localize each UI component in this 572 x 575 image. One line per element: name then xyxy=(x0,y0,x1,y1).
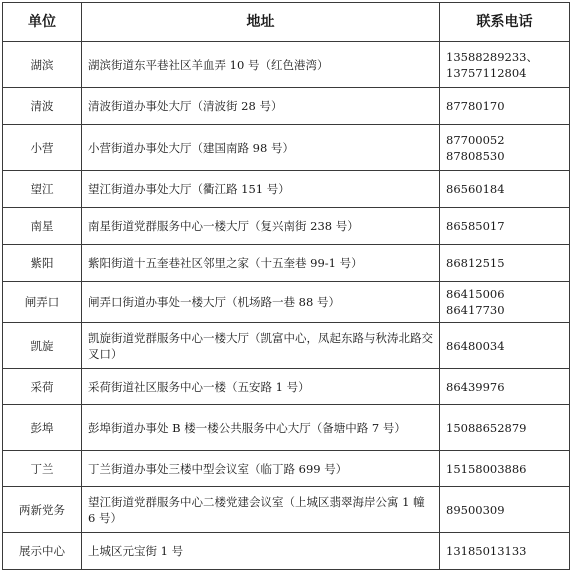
cell-unit: 彭埠 xyxy=(3,405,82,451)
cell-phone xyxy=(440,533,570,570)
cell-phone xyxy=(440,42,570,88)
cell-address: 望江街道党群服务中心二楼党建会议室（上城区翡翠海岸公寓 1 幢 6 号） xyxy=(82,487,440,533)
cell-address: 望江街道办事处大厅（衢江路 151 号） xyxy=(82,171,440,208)
header-phone: 联系电话 xyxy=(440,3,570,42)
cell-unit: 湖滨 xyxy=(3,42,82,88)
cell-unit: 小营 xyxy=(3,125,82,171)
table-row xyxy=(3,487,570,533)
cell-address: 闸弄口街道办事处一楼大厅（机场路一巷 88 号） xyxy=(82,282,440,323)
cell-phone xyxy=(440,282,570,323)
cell-phone xyxy=(440,125,570,171)
table-row xyxy=(3,125,570,171)
cell-unit: 两新党务 xyxy=(3,487,82,533)
cell-phone xyxy=(440,208,570,245)
cell-address: 采荷街道社区服务中心一楼（五安路 1 号） xyxy=(82,369,440,405)
table-row xyxy=(3,282,570,323)
table-row xyxy=(3,451,570,487)
table-row xyxy=(3,323,570,369)
phone-number: 86560184 xyxy=(446,182,505,196)
phone-number: 87700052 xyxy=(446,132,505,147)
cell-phone xyxy=(440,245,570,282)
cell-address: 南星街道党群服务中心一楼大厅（复兴南街 238 号） xyxy=(82,208,440,245)
cell-address: 凯旋街道党群服务中心一楼大厅（凯富中心，凤起东路与秋涛北路交叉口） xyxy=(82,323,440,369)
phone-number: 86812515 xyxy=(446,256,505,270)
phone-number: 13185013133 xyxy=(446,544,527,558)
header-row xyxy=(3,3,570,42)
phone-number: 87808530 xyxy=(446,148,505,163)
cell-unit: 展示中心 xyxy=(3,533,82,570)
cell-unit: 丁兰 xyxy=(3,451,82,487)
cell-phone xyxy=(440,405,570,451)
table-row xyxy=(3,245,570,282)
cell-unit: 清波 xyxy=(3,88,82,125)
phone-number: 86415006 xyxy=(446,287,505,301)
cell-address: 紫阳街道十五奎巷社区邻里之家（十五奎巷 99-1 号） xyxy=(82,245,440,282)
cell-address: 湖滨街道东平巷社区羊血弄 10 号（红色港湾） xyxy=(82,42,440,88)
table-row xyxy=(3,208,570,245)
phone-number: 86480034 xyxy=(446,338,505,353)
cell-phone xyxy=(440,171,570,208)
cell-address: 小营街道办事处大厅（建国南路 98 号） xyxy=(82,125,440,171)
table-row xyxy=(3,42,570,88)
header-address: 地址 xyxy=(82,3,440,42)
cell-address: 丁兰街道办事处三楼中型会议室（临丁路 699 号） xyxy=(82,451,440,487)
phone-number: 13757112804 xyxy=(446,65,527,80)
table-body xyxy=(3,42,570,570)
table-row xyxy=(3,533,570,570)
cell-phone xyxy=(440,369,570,405)
phone-number: 86439976 xyxy=(446,379,505,394)
cell-phone xyxy=(440,451,570,487)
cell-unit: 采荷 xyxy=(3,369,82,405)
table-row xyxy=(3,369,570,405)
table-row xyxy=(3,88,570,125)
table-row xyxy=(3,171,570,208)
header-unit: 单位 xyxy=(3,3,82,42)
cell-unit: 凯旋 xyxy=(3,323,82,369)
cell-address: 彭埠街道办事处 B 楼一楼公共服务中心大厅（备塘中路 7 号） xyxy=(82,405,440,451)
phone-number: 13588289233、 xyxy=(446,49,538,64)
cell-unit: 闸弄口 xyxy=(3,282,82,323)
cell-phone xyxy=(440,88,570,125)
cell-phone xyxy=(440,323,570,369)
table-row xyxy=(3,405,570,451)
cell-phone xyxy=(440,487,570,533)
phone-number: 89500309 xyxy=(446,502,505,517)
cell-unit: 望江 xyxy=(3,171,82,208)
phone-number: 86417730 xyxy=(446,303,505,317)
phone-number: 15088652879 xyxy=(446,420,527,435)
phone-number: 87780170 xyxy=(446,99,505,113)
cell-address: 清波街道办事处大厅（清波街 28 号） xyxy=(82,88,440,125)
phone-number: 86585017 xyxy=(446,219,505,233)
cell-unit: 紫阳 xyxy=(3,245,82,282)
phone-number: 15158003886 xyxy=(446,461,527,476)
service-location-table xyxy=(2,2,570,570)
cell-unit: 南星 xyxy=(3,208,82,245)
cell-address: 上城区元宝街 1 号 xyxy=(82,533,440,570)
